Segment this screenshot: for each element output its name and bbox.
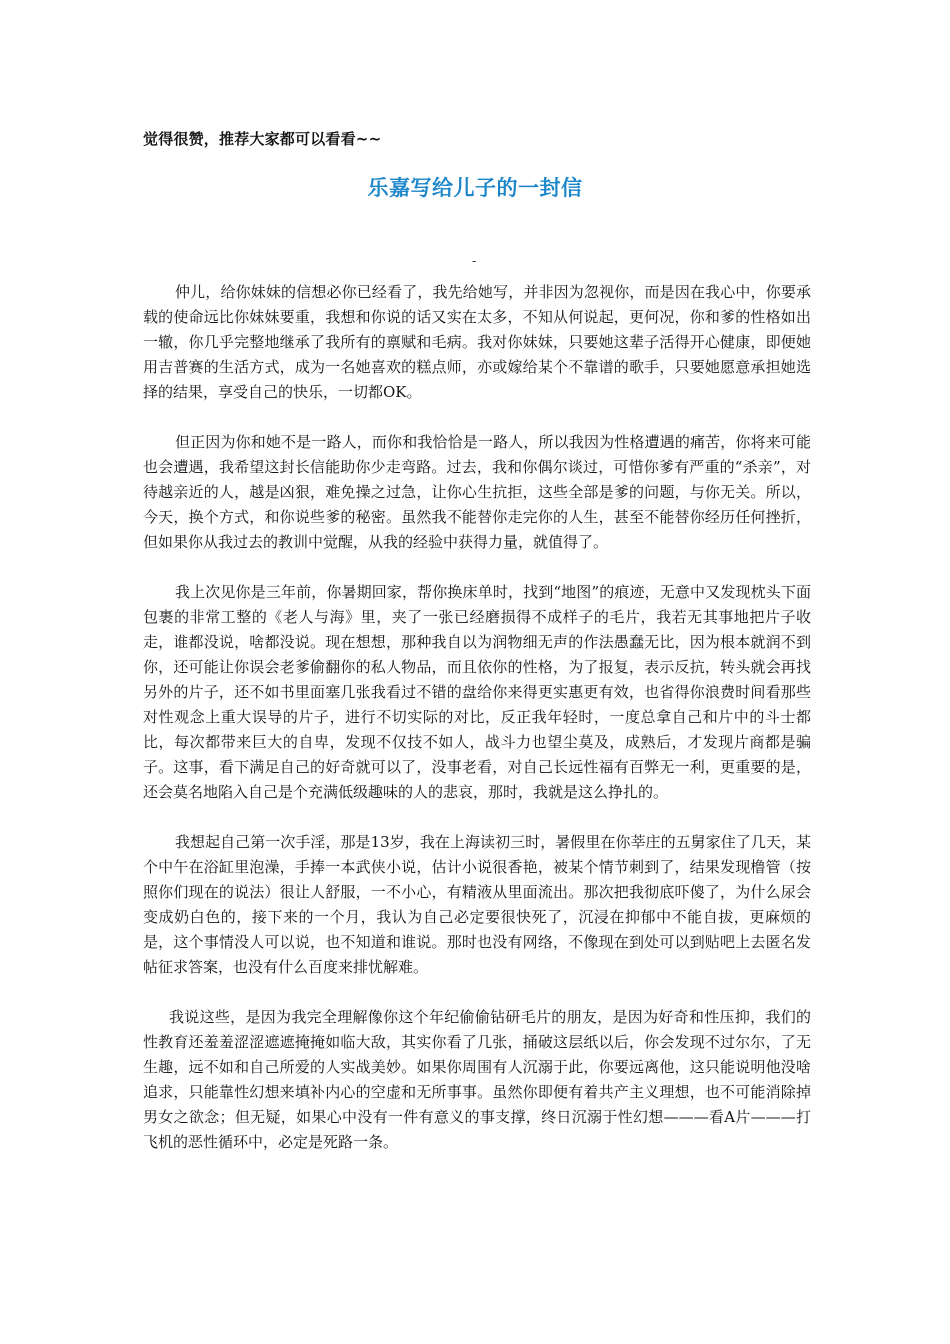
letter-body [143,280,811,1180]
paragraph-5: 我说这些，是因为我完全理解像你这个年纪偷偷钻研毛片的朋友，是因为好奇和性压抑，我们的性教育还羞羞涩涩遮遮掩掩如临大敌，其实你看了几张，捅破这层纸以后，你会发现不过尔尔，了无生趣，远不如和自己所爱的人实战美妙。如果你周围有人沉溺于此，你要远离他，这只能说明他没啥追求，只能靠性幻想来填补内心的空虚和无所事事。虽然你即便有着共产主义理想，也不可能消除掉男女之欲念；但无疑，如果心中没有一件有意义的事支撑，终日沉溺于性幻想———看A片———打飞机的恶性循环中，必定是死路一条。 [143,1008,811,1151]
intro-line: 觉得很赞，推荐大家都可以看看~~ [143,130,382,148]
paragraph-1: 仲儿，给你妹妹的信想必你已经看了，我先给她写，并非因为忽视你，而是因在我心中，你要承载的使命远比你妹妹要重，我想和你说的话又实在太多，不知从何说起，更何况，你和爹的性格如出一辙，你几乎完整地继承了我所有的禀赋和毛病。我对你妹妹，只要她这辈子活得开心健康，即便她用吉普赛的生活方式，成为一名她喜欢的糕点师，亦或嫁给某个不靠谱的歌手，只要她愿意承担她选择的结果，享受自己的快乐，一切都OK。 [143,283,811,401]
letter-title: 乐嘉写给儿子的一封信 [367,176,583,200]
paragraph-4: 我想起自己第一次手淫，那是13岁，我在上海读初三时，暑假里在你莘庄的五舅家住了几天，某个中午在浴缸里泡澡，手捧一本武侠小说，估计小说很香艳，被某个情节刺到了，结果发现橹管（按照你们现在的说法）很让人舒服，一不小心，有精液从里面流出。那次把我彻底吓傻了，为什么尿会变成奶白色的，接下来的一个月，我认为自己必定要很快死了，沉浸在抑郁中不能自拔，更麻烦的是，这个事情没人可以说，也不知道和谁说。那时也没有网络，不像现在到处可以到贴吧上去匿名发帖征求答案，也没有什么百度来排忧解难。 [143,833,811,976]
paragraph-3: 我上次见你是三年前，你暑期回家，帮你换床单时，找到“地图”的痕迹，无意中又发现枕头下面包裹的非常工整的《老人与海》里，夹了一张已经磨损得不成样子的毛片，我若无其事地把片子收走，谁都没说，啥都没说。现在想想，那种我自以为润物细无声的作法愚蠢无比，因为根本就润不到你，还可能让你误会老爹偷翻你的私人物品，而且依你的性格，为了报复，表示反抗，转头就会再找另外的片子，还不如书里面塞几张我看过不错的盘给你来得更实惠更有效，也省得你浪费时间看那些对性观念上重大误导的片子，进行不切实际的对比，反正我年轻时，一度总拿自己和片中的斗士都比，每次都带来巨大的自卑，发现不仅技不如人，战斗力也望尘莫及，成熟后，才发现片商都是骗子。这事，看下满足自己的好奇就可以了，没事老看，对自己长远性福有百弊无一利，更重要的是，还会莫名地陷入自己是个充满低级趣味的人的悲哀，那时，我就是这么挣扎的。 [143,583,811,801]
separator-mark: - [472,254,477,268]
paragraph-2: 但正因为你和她不是一路人，而你和我恰恰是一路人，所以我因为性格遭遇的痛苦，你将来可能也会遭遇，我希望这封长信能助你少走弯路。过去，我和你偶尔谈过，可惜你爹有严重的“杀亲”，对待越亲近的人，越是凶狠，难免操之过急，让你心生抗拒，这些全部是爹的问题，与你无关。所以，今天，换个方式，和你说些爹的秘密。虽然我不能替你走完你的人生，甚至不能替你经历任何挫折，但如果你从我过去的教训中觉醒，从我的经验中获得力量，就值得了。 [143,433,811,551]
